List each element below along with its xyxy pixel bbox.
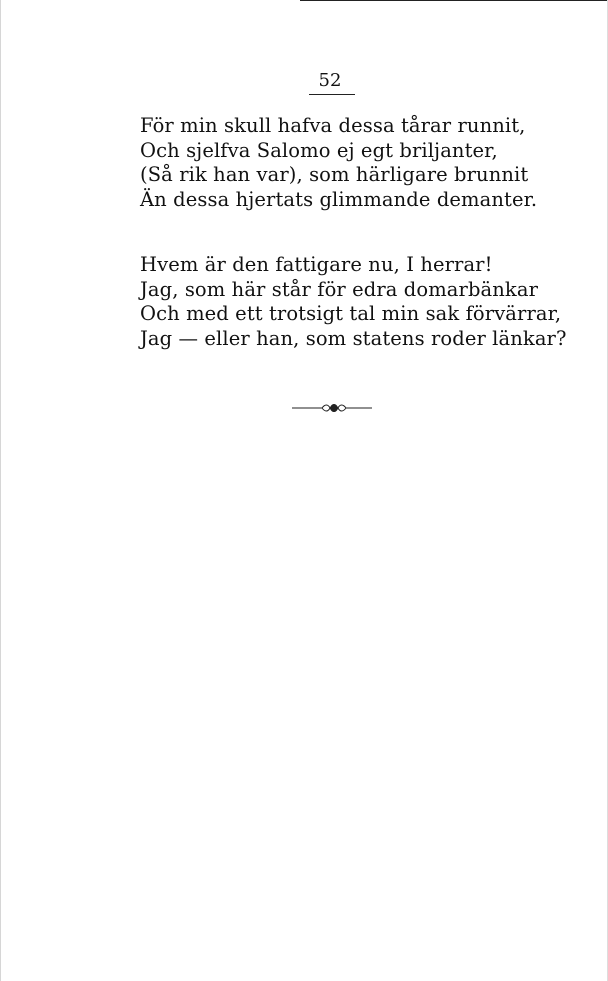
verse-line: För min skull hafva dessa tårar runnit, — [140, 114, 526, 137]
stanza-1 — [140, 114, 538, 212]
page-number: 52 — [318, 70, 342, 91]
page-left-edge — [0, 0, 1, 981]
verse-line: Än dessa hjertats glimmande demanter. — [140, 187, 538, 211]
verse-line: Jag — eller han, som statens roder länkar? — [140, 326, 567, 350]
verse-line: Och med ett trotsigt tal min sak förvärrar, — [140, 302, 562, 325]
verse-line: Och sjelfva Salomo ej egt briljanter, — [140, 138, 498, 162]
page-top-edge — [300, 0, 608, 1]
verse-line: (Så rik han var), som härligare brunnit — [140, 163, 529, 186]
fleuron-divider-icon — [292, 400, 372, 416]
verse-line: Hvem är den fattigare nu, I herrar! — [140, 253, 493, 276]
stanza-2 — [140, 253, 567, 351]
verse-line: Jag, som här står för edra domarbänkar — [140, 277, 538, 301]
page-number-rule — [309, 94, 355, 95]
